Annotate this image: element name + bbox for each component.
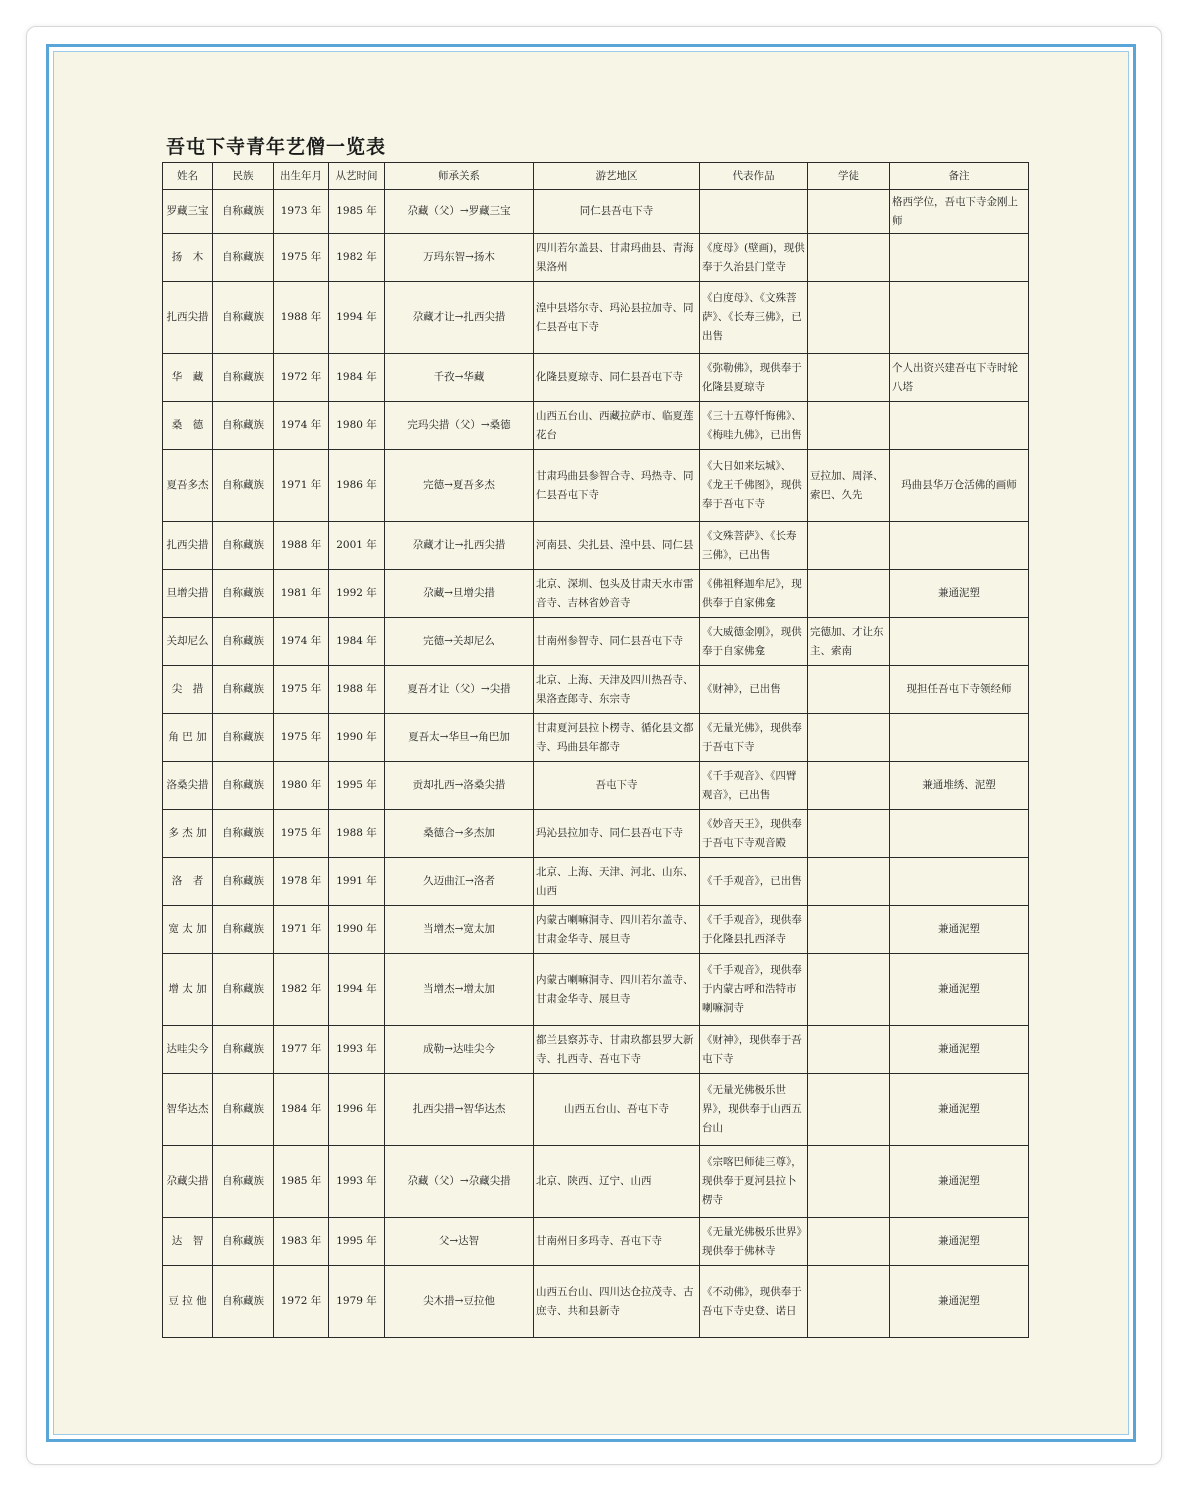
cell-students [808,714,890,762]
cell-ethnicity: 自称藏族 [213,954,274,1026]
table-row [163,402,1029,450]
cell-born: 1975 年 [274,234,329,282]
table-row [163,954,1029,1026]
cell-regions: 山西五台山、四川达仓拉茂寺、古庶寺、共和县新寺 [534,1266,700,1338]
cell-name: 增 太 加 [163,954,213,1026]
table-row [163,666,1029,714]
cell-regions: 山西五台山、吾屯下寺 [534,1074,700,1146]
table-row [163,762,1029,810]
cell-lineage: 万玛东智→扬木 [385,234,534,282]
cell-lineage: 夏吾太→华旦→角巴加 [385,714,534,762]
table-row [163,810,1029,858]
table-row [163,234,1029,282]
table-row [163,190,1029,234]
cell-regions: 甘南州日多玛寺、吾屯下寺 [534,1218,700,1266]
cell-name: 扎西尖措 [163,282,213,354]
cell-start: 1991 年 [329,858,385,906]
cell-name: 扎西尖措 [163,522,213,570]
table-row [163,1218,1029,1266]
cell-name: 宽 太 加 [163,906,213,954]
cell-students [808,522,890,570]
cell-lineage: 完德→夏吾多杰 [385,450,534,522]
cell-regions: 化隆县夏琼寺、同仁县吾屯下寺 [534,354,700,402]
cell-students [808,402,890,450]
cell-students [808,666,890,714]
cell-notes: 兼通泥塑 [890,954,1029,1026]
cell-ethnicity: 自称藏族 [213,450,274,522]
cell-works: 《文殊菩萨》、《长寿三佛》，已出售 [700,522,808,570]
cell-lineage: 尕藏才让→扎西尖措 [385,282,534,354]
cell-lineage: 尕藏（父）→尕藏尖措 [385,1146,534,1218]
cell-regions: 北京、上海、天津、河北、山东、山西 [534,858,700,906]
cell-students [808,810,890,858]
cell-notes: 兼通泥塑 [890,1146,1029,1218]
cell-start: 1980 年 [329,402,385,450]
cell-students [808,1266,890,1338]
cell-students [808,354,890,402]
cell-lineage: 千孜→华藏 [385,354,534,402]
cell-students [808,1146,890,1218]
cell-works: 《无量光佛》，现供奉于吾屯下寺 [700,714,808,762]
header-lineage: 师承关系 [385,163,534,190]
cell-born: 1971 年 [274,906,329,954]
cell-name: 扬 木 [163,234,213,282]
cell-students: 完德加、才让东主、索南 [808,618,890,666]
cell-notes: 兼通堆绣、泥塑 [890,762,1029,810]
table-row [163,354,1029,402]
cell-ethnicity: 自称藏族 [213,618,274,666]
table-header-row [163,163,1029,190]
header-notes: 备注 [890,163,1029,190]
cell-born: 1975 年 [274,666,329,714]
table-row [163,570,1029,618]
cell-name: 罗藏三宝 [163,190,213,234]
table-row [163,450,1029,522]
cell-notes [890,522,1029,570]
cell-works: 《大日如来坛城》、《龙王千佛图》，现供奉于吾屯下寺 [700,450,808,522]
cell-works: 《无量光佛极乐世界》现供奉于佛林寺 [700,1218,808,1266]
cell-start: 1984 年 [329,618,385,666]
cell-start: 1988 年 [329,666,385,714]
cell-works: 《千手观音》，现供奉于化隆县扎西泽寺 [700,906,808,954]
cell-works: 《无量光佛极乐世界》，现供奉于山西五台山 [700,1074,808,1146]
cell-born: 1975 年 [274,810,329,858]
cell-ethnicity: 自称藏族 [213,1266,274,1338]
cell-born: 1974 年 [274,402,329,450]
table-row [163,522,1029,570]
cell-lineage: 成勒→达哇尖今 [385,1026,534,1074]
table-row [163,714,1029,762]
cell-born: 1980 年 [274,762,329,810]
cell-regions: 甘肃夏河县拉卜楞寺、循化县文都寺、玛曲县年都寺 [534,714,700,762]
cell-works [700,190,808,234]
cell-ethnicity: 自称藏族 [213,1026,274,1074]
cell-regions: 内蒙古喇嘛洞寺、四川若尔盖寺、甘肃金华寺、展旦寺 [534,906,700,954]
cell-lineage: 桑德合→多杰加 [385,810,534,858]
cell-works: 《白度母》、《文殊菩萨》、《长寿三佛》，已出售 [700,282,808,354]
cell-notes: 格西学位，吾屯下寺金刚上师 [890,190,1029,234]
cell-lineage: 久迈曲江→洛者 [385,858,534,906]
cell-regions: 北京、陕西、辽宁、山西 [534,1146,700,1218]
cell-works: 《财神》，已出售 [700,666,808,714]
cell-ethnicity: 自称藏族 [213,402,274,450]
cell-born: 1988 年 [274,522,329,570]
cell-works: 《千手观音》，已出售 [700,858,808,906]
cell-lineage: 当增杰→增太加 [385,954,534,1026]
cell-start: 1988 年 [329,810,385,858]
header-works: 代表作品 [700,163,808,190]
cell-born: 1977 年 [274,1026,329,1074]
cell-ethnicity: 自称藏族 [213,1218,274,1266]
cell-name: 豆 拉 他 [163,1266,213,1338]
cell-ethnicity: 自称藏族 [213,666,274,714]
cell-works: 《大威德金刚》，现供奉于自家佛龛 [700,618,808,666]
cell-name: 洛 者 [163,858,213,906]
cell-works: 《财神》，现供奉于吾屯下寺 [700,1026,808,1074]
cell-works: 《不动佛》，现供奉于吾屯下寺史登、诺日 [700,1266,808,1338]
cell-lineage: 当增杰→宽太加 [385,906,534,954]
cell-name: 智华达杰 [163,1074,213,1146]
cell-name: 角 巴 加 [163,714,213,762]
cell-regions: 北京、深圳、包头及甘肃天水市雷音寺、吉林省妙音寺 [534,570,700,618]
cell-start: 1990 年 [329,906,385,954]
cell-start: 2001 年 [329,522,385,570]
cell-ethnicity: 自称藏族 [213,234,274,282]
cell-ethnicity: 自称藏族 [213,1074,274,1146]
cell-born: 1984 年 [274,1074,329,1146]
cell-ethnicity: 自称藏族 [213,1146,274,1218]
cell-students [808,906,890,954]
table-row [163,1026,1029,1074]
cell-lineage: 尖木措→豆拉他 [385,1266,534,1338]
header-name: 姓名 [163,163,213,190]
cell-regions: 河南县、尖扎县、湟中县、同仁县 [534,522,700,570]
cell-born: 1975 年 [274,714,329,762]
cell-students [808,1074,890,1146]
cell-notes: 兼通泥塑 [890,906,1029,954]
cell-works: 《三十五尊忏悔佛》、《梅哇九佛》，已出售 [700,402,808,450]
header-ethnicity: 民族 [213,163,274,190]
cell-start: 1992 年 [329,570,385,618]
cell-born: 1971 年 [274,450,329,522]
table-row [163,1266,1029,1338]
cell-name: 关却尼么 [163,618,213,666]
cell-lineage: 尕藏→旦增尖措 [385,570,534,618]
cell-ethnicity: 自称藏族 [213,354,274,402]
cell-start: 1979 年 [329,1266,385,1338]
cell-notes: 兼通泥塑 [890,570,1029,618]
cell-students [808,954,890,1026]
cell-born: 1981 年 [274,570,329,618]
cell-regions: 都兰县察苏寺、甘肃玖都县罗大新寺、扎西寺、吾屯下寺 [534,1026,700,1074]
table-row [163,1146,1029,1218]
cell-notes: 兼通泥塑 [890,1074,1029,1146]
cell-start: 1993 年 [329,1146,385,1218]
cell-ethnicity: 自称藏族 [213,570,274,618]
cell-born: 1972 年 [274,354,329,402]
cell-works: 《佛祖释迦牟尼》，现供奉于自家佛龛 [700,570,808,618]
cell-ethnicity: 自称藏族 [213,762,274,810]
cell-born: 1988 年 [274,282,329,354]
cell-notes: 兼通泥塑 [890,1026,1029,1074]
cell-lineage: 尕藏才让→扎西尖措 [385,522,534,570]
cell-born: 1978 年 [274,858,329,906]
cell-start: 1994 年 [329,282,385,354]
cell-regions: 山西五台山、西藏拉萨市、临夏莲花台 [534,402,700,450]
cell-regions: 内蒙古喇嘛洞寺、四川若尔盖寺、甘肃金华寺、展旦寺 [534,954,700,1026]
table-row [163,1074,1029,1146]
cell-regions: 同仁县吾屯下寺 [534,190,700,234]
cell-lineage: 完玛尖措（父）→桑德 [385,402,534,450]
cell-born: 1985 年 [274,1146,329,1218]
cell-start: 1985 年 [329,190,385,234]
cell-name: 达 智 [163,1218,213,1266]
cell-works: 《弥勒佛》，现供奉于化隆县夏琼寺 [700,354,808,402]
cell-lineage: 夏吾才让（父）→尖措 [385,666,534,714]
cell-start: 1994 年 [329,954,385,1026]
cell-ethnicity: 自称藏族 [213,522,274,570]
cell-notes: 个人出资兴建吾屯下寺时轮八塔 [890,354,1029,402]
cell-ethnicity: 自称藏族 [213,858,274,906]
cell-start: 1986 年 [329,450,385,522]
cell-name: 尖 措 [163,666,213,714]
cell-name: 洛桑尖措 [163,762,213,810]
cell-students [808,570,890,618]
cell-regions: 四川若尔盖县、甘肃玛曲县、青海果洛州 [534,234,700,282]
cell-ethnicity: 自称藏族 [213,282,274,354]
cell-students: 豆拉加、周泽、索巴、久先 [808,450,890,522]
cell-start: 1995 年 [329,762,385,810]
roster-table-container [162,162,1028,1338]
cell-born: 1974 年 [274,618,329,666]
cell-notes [890,714,1029,762]
cell-start: 1984 年 [329,354,385,402]
table-row [163,858,1029,906]
cell-lineage: 贡却扎西→洛桑尖措 [385,762,534,810]
cell-name: 多 杰 加 [163,810,213,858]
roster-body [163,190,1029,1338]
cell-start: 1995 年 [329,1218,385,1266]
cell-born: 1972 年 [274,1266,329,1338]
cell-start: 1993 年 [329,1026,385,1074]
cell-regions: 吾屯下寺 [534,762,700,810]
cell-works: 《宗喀巴师徒三尊》，现供奉于夏河县拉卜楞寺 [700,1146,808,1218]
cell-regions: 北京、上海、天津及四川热吾寺、果洛查郎寺、东宗寺 [534,666,700,714]
cell-lineage: 扎西尖措→智华达杰 [385,1074,534,1146]
roster-table [162,162,1029,1338]
header-students: 学徒 [808,163,890,190]
cell-notes [890,618,1029,666]
cell-born: 1983 年 [274,1218,329,1266]
cell-works: 《千手观音》、《四臂观音》，已出售 [700,762,808,810]
cell-name: 桑 德 [163,402,213,450]
cell-works: 《度母》(壁画)，现供奉于久治县门堂寺 [700,234,808,282]
cell-born: 1982 年 [274,954,329,1026]
cell-ethnicity: 自称藏族 [213,810,274,858]
cell-students [808,1218,890,1266]
cell-start: 1982 年 [329,234,385,282]
document-title: 吾屯下寺青年艺僧一览表 [166,136,387,158]
cell-ethnicity: 自称藏族 [213,714,274,762]
cell-name: 达哇尖今 [163,1026,213,1074]
cell-start: 1990 年 [329,714,385,762]
header-start: 从艺时间 [329,163,385,190]
header-born: 出生年月 [274,163,329,190]
cell-notes [890,282,1029,354]
cell-works: 《妙音天王》，现供奉于吾屯下寺观音殿 [700,810,808,858]
cell-born: 1973 年 [274,190,329,234]
cell-start: 1996 年 [329,1074,385,1146]
cell-students [808,282,890,354]
cell-regions: 湟中县塔尔寺、玛沁县拉加寺、同仁县吾屯下寺 [534,282,700,354]
cell-name: 旦增尖措 [163,570,213,618]
cell-regions: 甘南州参智寺、同仁县吾屯下寺 [534,618,700,666]
cell-name: 华 藏 [163,354,213,402]
cell-name: 夏吾多杰 [163,450,213,522]
cell-lineage: 父→达智 [385,1218,534,1266]
cell-notes [890,858,1029,906]
table-row [163,906,1029,954]
cell-students [808,1026,890,1074]
cell-ethnicity: 自称藏族 [213,190,274,234]
cell-students [808,762,890,810]
cell-notes [890,810,1029,858]
cell-lineage: 完德→关却尼么 [385,618,534,666]
cell-notes [890,402,1029,450]
cell-ethnicity: 自称藏族 [213,906,274,954]
header-regions: 游艺地区 [534,163,700,190]
cell-notes: 玛曲县华万仓活佛的画师 [890,450,1029,522]
cell-students [808,858,890,906]
table-row [163,618,1029,666]
cell-regions: 甘肃玛曲县参智合寺、玛热寺、同仁县吾屯下寺 [534,450,700,522]
cell-lineage: 尕藏（父）→罗藏三宝 [385,190,534,234]
cell-notes: 现担任吾屯下寺领经师 [890,666,1029,714]
cell-notes: 兼通泥塑 [890,1218,1029,1266]
table-row [163,282,1029,354]
cell-name: 尕藏尖措 [163,1146,213,1218]
cell-regions: 玛沁县拉加寺、同仁县吾屯下寺 [534,810,700,858]
cell-students [808,234,890,282]
cell-students [808,190,890,234]
cell-notes: 兼通泥塑 [890,1266,1029,1338]
cell-works: 《千手观音》，现供奉于内蒙古呼和浩特市喇嘛洞寺 [700,954,808,1026]
cell-notes [890,234,1029,282]
